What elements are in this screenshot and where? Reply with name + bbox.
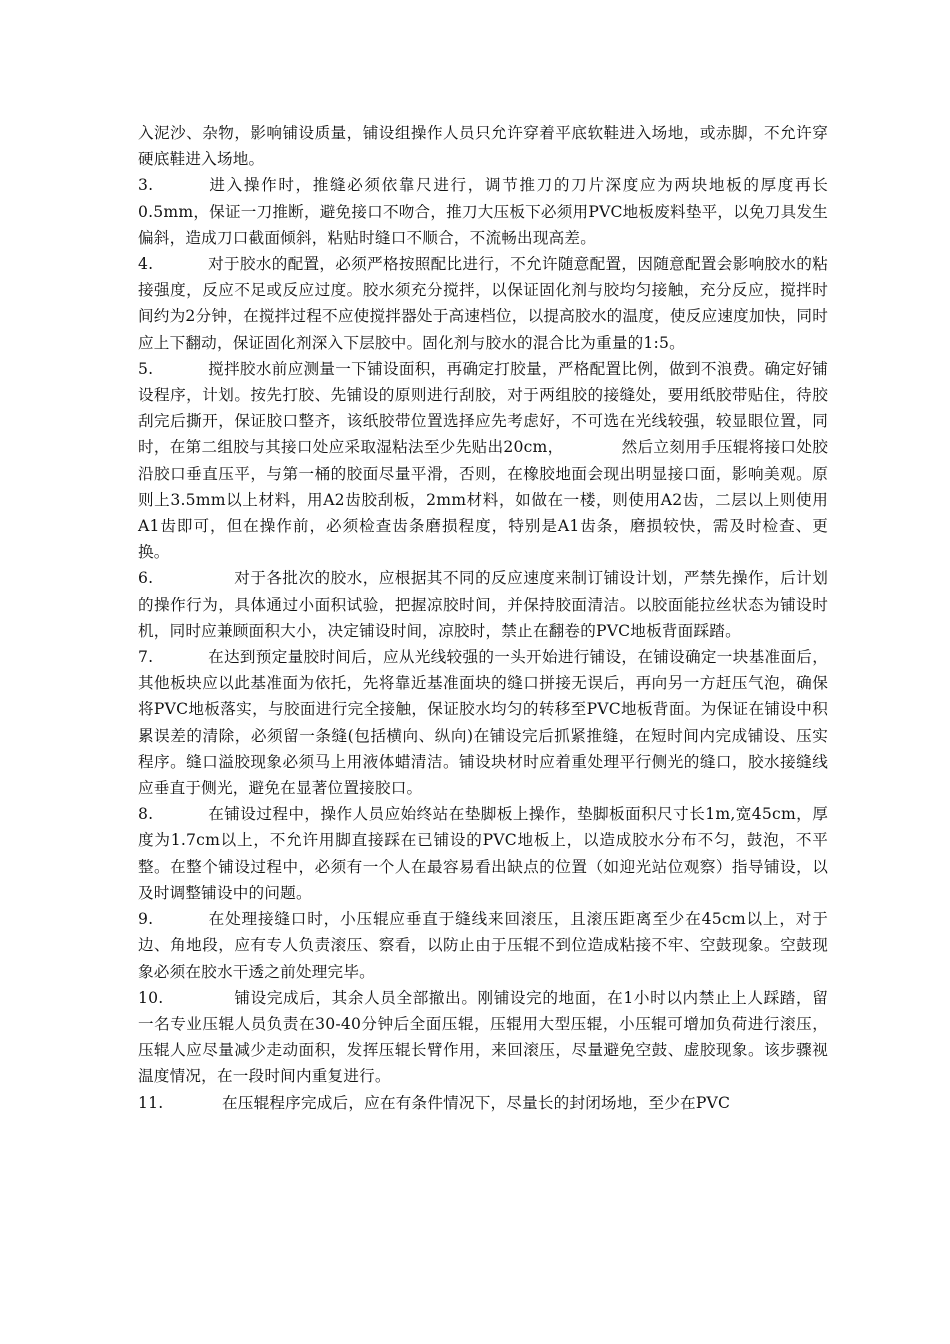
item-3-text: 进入操作时，推缝必须依靠尺进行，调节推刀的刀片深度应为两块地板的厚度再长0.5mm，保证一刀推断，避免接口不吻合，推刀大压板下必须用PVC地板废料垫平，以免刀具发生偏斜，造成刀口截面倾斜，粘贴时缝口不顺合，不流畅出现高差。	[138, 176, 828, 247]
item-4-text: 对于胶水的配置，必须严格按照配比进行，不允许随意配置，因随意配置会影响胶水的粘接强度，反应不足或反应过度。胶水须充分搅拌，以保证固化剂与胶均匀接触，充分反应，搅拌时间约为2分钟，在搅拌过程不应使搅拌器处于高速档位，以提高胶水的温度，使反应速度加快，同时应上下翻动，保证固化剂深入下层胶中。固化剂与胶水的混合比为重量的1:5。	[138, 255, 828, 352]
item-5-number: 5.	[138, 359, 154, 378]
item-6-number: 6.	[138, 569, 154, 588]
item-9-number: 9.	[138, 910, 154, 929]
item-6-text: 对于各批次的胶水，应根据其不同的反应速度来制订铺设计划，严禁先操作，后计划的操作行为，具体通过小面积试验，把握凉胶时间，并保持胶面清洁。以胶面能拉丝状态为铺设时机，同时应兼顾面积大小，决定铺设时间，凉胶时，禁止在翻卷的PVC地板背面踩踏。	[138, 569, 828, 640]
item-11-number: 11.	[138, 1093, 164, 1112]
item-4-paragraph	[138, 251, 828, 356]
item-5-text-continued: 然后立刻用手压辊将接口处胶沿胶口垂直压平，与第一桶的胶面尽量平滑，否则，在橡胶地面会现出明显接口面，影响美观。原则上3.5mm以上材料，用A2齿胶刮板，2mm材料，如做在一楼，则使用A2齿，二层以上则使用A1齿即可，但在操作前，必须检查齿条磨损程度，特别是A1齿条，磨损较快，需及时检查、更换。	[138, 438, 829, 562]
item-11-text: 在压辊程序完成后，应在有条件情况下，尽量长的封闭场地，至少在PVC	[222, 1093, 731, 1112]
item-3-number: 3.	[138, 176, 154, 195]
item-10-number: 10.	[138, 988, 164, 1007]
item-5-text: 搅拌胶水前应测量一下铺设面积，再确定打胶量，严格配置比例，做到不浪费。确定好铺设程序，计划。按先打胶、先铺设的原则进行刮胶，对于两组胶的接缝处，要用纸胶带贴住，待胶刮完后撕开，保证胶口整齐，该纸胶带位置选择应先考虑好，不可选在光线较强，较显眼位置，同时，在第二组胶与其接口处应采取湿粘法至少先贴出20cm，	[138, 359, 828, 457]
item-7-number: 7.	[138, 648, 154, 667]
intro-paragraph	[138, 120, 828, 172]
item-7-text: 在达到预定量胶时间后，应从光线较强的一头开始进行铺设，在铺设确定一块基准面后，其他板块应以此基准面为依托，先将靠近基准面块的缝口拼接无误后，再向另一方赶压气泡，确保将PVC地板落实，与胶面进行完全接触，保证胶水均匀的转移至PVC地板背面。为保证在铺设中积累误差的清除，必须留一条缝(包括横向、纵向)在铺设完后抓紧推缝，在短时间内完成铺设、压实程序。缝口溢胶现象必须马上用液体蜡清洁。铺设块材时应着重处理平行侧光的缝口，胶水接缝线应垂直于侧光，避免在显著位置接胶口。	[138, 648, 828, 798]
item-9-text: 在处理接缝口时，小压辊应垂直于缝线来回滚压，且滚压距离至少在45cm以上，对于边、角地段，应有专人负责滚压、察看，以防止由于压辊不到位造成粘接不牢、空鼓现象。空鼓现象必须在胶水干透之前处理完毕。	[138, 910, 828, 981]
item-4-number: 4.	[138, 255, 154, 274]
item-11-paragraph	[138, 1090, 828, 1116]
item-8-number: 8.	[138, 805, 154, 824]
intro-text: 入泥沙、杂物，影响铺设质量，铺设组操作人员只允许穿着平底软鞋进入场地，或赤脚，不允许穿硬底鞋进入场地。	[138, 124, 828, 169]
item-6-paragraph	[138, 565, 828, 644]
document-body	[138, 120, 828, 1116]
item-9-paragraph	[138, 906, 828, 985]
item-10-text: 铺设完成后，其余人员全部撤出。刚铺设完的地面，在1小时以内禁止上人踩踏，留一名专业压辊人员负责在30-40分钟后全面压辊，压辊用大型压辊，小压辊可增加负荷进行滚压，压辊人应尽量减少走动面积，发挥压辊长臂作用，来回滚压，尽量避免空鼓、虚胶现象。该步骤视温度情况，在一段时间内重复进行。	[138, 988, 828, 1086]
item-8-paragraph	[138, 801, 828, 906]
item-7-paragraph	[138, 644, 828, 801]
item-5-paragraph	[138, 356, 828, 566]
item-3-paragraph	[138, 172, 828, 251]
item-8-text: 在铺设过程中，操作人员应始终站在垫脚板上操作，垫脚板面积尺寸长1m,宽45cm，厚度为1.7cm以上，不允许用脚直接踩在已铺设的PVC地板上，以造成胶水分布不匀，鼓泡，不平整。在整个铺设过程中，必须有一个人在最容易看出缺点的位置（如迎光站位观察）指导铺设，以及时调整铺设中的问题。	[138, 805, 828, 902]
item-10-paragraph	[138, 985, 828, 1090]
